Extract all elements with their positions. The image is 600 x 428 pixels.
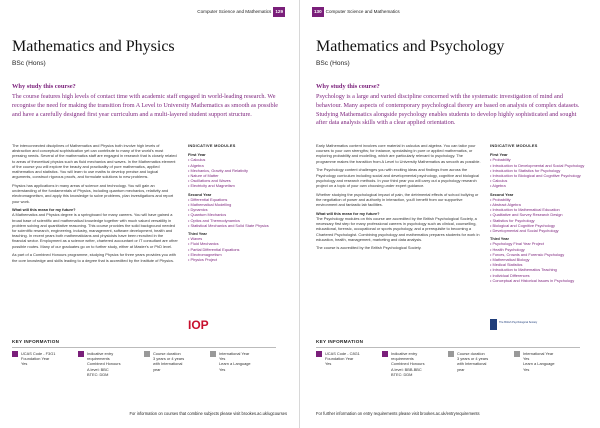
module-item: Probability [492, 196, 511, 202]
module-item: Introduction to Biological and Cognitive Psychology [492, 173, 581, 179]
body-paragraph: The interconnected disciplines of Mathematics and Physics both involve high levels of abstraction and conceptual sophistication yet can contribute to many of the world's most pressing needs. Several of the mathematics staff are engaged in research that is closely related to areas of theoretical physics such as fluid mechanics and waves. In the Mathematics element of the course you will explore the beauty and practicality of pure mathematics, applied mathematics and statistics. You will learn to use maths to develop precise and logical arguments, construct rigorous proofs, and formulate solutions to new problems. [12, 143, 177, 180]
globe-icon [514, 351, 520, 357]
module-item: Fluid Mechanics [190, 241, 219, 247]
key-info-row [316, 347, 580, 377]
accreditation-text: As part of a Combined Honours programme, studying Physics for three years provides you with the core knowledge and skills leading to a degree that is accredited by the Institute of Physics. [12, 252, 176, 263]
body-paragraph: The Psychology content challenges you with exciting ideas and findings from across the Psychology curriculum including social and developmental psychology, cognitive and biological psychology and research methods. In your third year you will carry out a psychology research project on a topic of your own choosing under expert guidance. [316, 167, 479, 188]
module-item: Psychology Final Year Project [492, 241, 544, 247]
page-right [300, 0, 600, 428]
module-item: Algebra [190, 162, 204, 168]
accreditation-text: The course is accredited by the British Psychological Society. [316, 245, 422, 251]
future-heading: What will this mean for my future? [316, 210, 380, 216]
module-item: Physics Project [190, 257, 218, 263]
footer-note: For further information on entry requirements please visit brookes.ac.uk/entryrequirements [316, 411, 480, 416]
key-info-heading: KEY INFORMATION [12, 339, 60, 344]
module-item: Statistical Mechanics and Solid State Physics [190, 222, 269, 228]
key-info-international: International Year Yes Learn a Language Yes [514, 347, 580, 377]
future-text: A Mathematics and Physics degree is a springboard for many careers. You will have gained a broad base of scientific and mathematical knowledge together with much valued versatility in problem solving and quantitative reasoning. This course provides the solid background needed for scientific research, engineering, industry, management, software development, health and teaching. In recent years both mathematicians and physicists have been recruited in the financial sector. Employment as a science writer, chartered accountant or IT consultant are other possible routes. Many of our graduates go on to further study, either at Master's or PhD level. [12, 212, 178, 249]
module-item: Forces, Crowds and Forensic Psychology [492, 251, 565, 257]
logo-text: The British Psychological Society [499, 321, 538, 324]
why-text: The course features high levels of contact time with academic staff engaged in world-leading research. We recognise the need for making the transition from A Level to University Mathematics as smooth as possible and have a carefully designed first year curriculum and a multi-layered student support structure. [12, 93, 279, 118]
running-head [197, 7, 287, 17]
module-item: Waves [190, 236, 203, 242]
degree-type: BSc (Hons) [12, 60, 46, 67]
module-item: Introduction to Developmental and Social Psychology [492, 162, 585, 168]
modules-list: INDICATIVE MODULES First Year • Calculus • Algebra • Mechanics, Gravity and Relativity • Nature of Matter • Oscillations and Waves • Electricity and Magnetism Second Year • Differential Equations • Mathematical Modelling • Dynamics • Quantum Mechanics • Optics and Thermodynamics • Statistical Mechanics and Solid State Physics Third Year • Waves • Fluid Mechanics • Partial Differential Equations • Electromagnetism • Physics Project [188, 143, 288, 262]
section-name: Computer Science and Mathematics [325, 9, 400, 14]
bps-logo [490, 318, 538, 332]
module-item: Nature of Matter [190, 173, 219, 179]
module-item: Probability [492, 157, 511, 163]
why-text: Psychology is a large and varied discipline concerned with the systematic investigation of mind and behaviour. Many aspects of contemporary psychological theory are based on analysis of complex datasets. Studying Mathematics alongside psychology enables students to develop highly sophisticated and sought after data analysis skills with a clear applied orientation. [316, 93, 580, 127]
clock-icon [448, 351, 454, 357]
module-item: Medical Statistics [492, 262, 523, 268]
iop-logo [188, 318, 228, 332]
globe-icon [210, 351, 216, 357]
module-item: Biological and Cognitive Psychology [492, 222, 555, 228]
module-item: Electromagnetism [190, 251, 222, 257]
module-item: Conceptual and Historical Issues in Psychology [492, 277, 575, 283]
module-item: Mathematical Modelling [190, 202, 232, 208]
ucas-icon [316, 351, 322, 357]
footer-note: For information on courses that combine subjects please visit brookes.ac.uk/ugcourses [129, 411, 287, 416]
module-item: Quantum Mechanics [190, 212, 227, 218]
module-item: Electricity and Magnetism [190, 183, 235, 189]
key-info-row [12, 347, 276, 377]
key-info-ucas: UCAS Code - F3G1 Foundation Year Yes [12, 347, 78, 377]
page-number: 129 [273, 7, 285, 17]
why-heading: Why study this course? [316, 83, 380, 90]
entry-icon [382, 351, 388, 357]
module-item: Partial Differential Equations [190, 246, 240, 252]
key-info-duration: Course duration 3 years or 4 years with International year [144, 347, 210, 377]
page-title: Mathematics and Physics [12, 38, 175, 55]
body-paragraph: Physics has applications in many areas of science and technology. You will gain an understanding of the fundamentals of Physics, including quantum mechanics, relativity and electromagnetism, and apply this knowledge to solve problems, plan investigations and report your work. [12, 182, 174, 204]
modules-heading: INDICATIVE MODULES [188, 143, 236, 148]
module-item: Mechanics, Gravity and Relativity [190, 167, 248, 173]
year-heading: First Year [188, 152, 206, 158]
ucas-icon [12, 351, 18, 357]
module-item: Introduction to Mathematics Teaching [492, 267, 557, 273]
page-title: Mathematics and Psychology [316, 38, 505, 55]
future-text: The Psychology modules on this course are accredited by the British Psychological Society, a necessary first step for many professional careers in psychology such as clinical, counselling, educational, forensic, occupational or sports psychology, and a prerequisite to becoming a Chartered Psychologist. Combining psychology and mathematics prepares students for work in education, health, management, marketing and data analysis. [316, 215, 480, 242]
key-info-entry: Indicative entry requirements Combined Honours A level: BBB-BBC BTEC: DDM [382, 347, 448, 377]
module-item: Mathematical Biology [492, 257, 530, 263]
body-paragraph: Whether studying the psychological impact of pain, the detrimental effects of school bullying or the negotiation of power and authority in interaction, you'll benefit from our supportive environment and fantastic lab facilities. [316, 191, 479, 208]
year-heading: Second Year [490, 191, 514, 197]
section-name: Computer Science and Mathematics [197, 9, 272, 14]
degree-type: BSc (Hons) [316, 60, 350, 67]
body-paragraph: Early Mathematics content involves core material in calculus and algebra. You can tailor your courses to your own strengths; for instance, specialising in pure or applied mathematics, or exploring probability and modelling, which are particularly relevant to psychology. The programme makes the transition from A Level to University Mathematics as smooth as possible. [316, 143, 481, 164]
module-item: Oscillations and Waves [190, 178, 231, 184]
clock-icon [144, 351, 150, 357]
module-item: Individual Differences [492, 272, 530, 278]
body-text [316, 143, 482, 254]
key-info-international: International Year Yes Learn a Language Yes [210, 347, 276, 377]
year-heading: First Year [490, 152, 508, 158]
modules-list: INDICATIVE MODULES First Year • Probability • Introduction to Developmental and Social Psychology • Introduction to Statistics for Psychology • Introduction to Biological and Cognitive Psychology • Calculus • Algebra Second Year • Probability • Abstract Algebra • Introduction to Mathematical Education • Qualitative and Survey Research Design • Statistics for Psychology • Biological and Cognitive Psychology • Developmental and Social Psychology Third Year • Psychology Final Year Project • Health Psychology • Forces, Crowds and Forensic Psychology • Mathematical Biology • Medical Statistics • Introduction to Mathematics Teaching • Individual Differences • Conceptual and Historical Issues in Psychology [490, 143, 590, 283]
module-item: Dynamics [190, 207, 208, 213]
key-info-entry: Indicative entry requirements Combined Honours A level: BBC BTEC: DDM [78, 347, 144, 377]
module-item: Introduction to Mathematical Education [492, 207, 560, 213]
module-item: Qualitative and Survey Research Design [492, 212, 563, 218]
module-item: Introduction to Statistics for Psychology [492, 167, 561, 173]
why-heading: Why study this course? [12, 83, 76, 90]
module-item: Algebra [492, 183, 506, 189]
future-heading: What will this mean for my future? [12, 207, 76, 213]
year-heading: Third Year [188, 231, 207, 237]
module-item: Calculus [492, 178, 508, 184]
bps-shield-mark [490, 319, 497, 330]
body-text [12, 143, 178, 266]
module-item: Statistics for Psychology [492, 217, 535, 223]
entry-icon [78, 351, 84, 357]
module-item: Optics and Thermodynamics [190, 217, 240, 223]
year-heading: Third Year [490, 236, 509, 242]
module-item: Abstract Algebra [492, 202, 521, 208]
page-number: 130 [312, 7, 324, 17]
logo-text: IOP [188, 318, 209, 332]
key-info-heading: KEY INFORMATION [316, 339, 364, 344]
module-item: Developmental and Social Psychology [492, 228, 559, 234]
running-head [310, 7, 400, 17]
key-info-ucas: UCAS Code - C8G1 Foundation Year Yes [316, 347, 382, 377]
key-info-duration: Course duration 3 years or 4 years with International year [448, 347, 514, 377]
module-item: Differential Equations [190, 196, 228, 202]
module-item: Calculus [190, 157, 206, 163]
module-item: Health Psychology [492, 246, 525, 252]
year-heading: Second Year [188, 191, 212, 197]
modules-heading: INDICATIVE MODULES [490, 143, 538, 148]
